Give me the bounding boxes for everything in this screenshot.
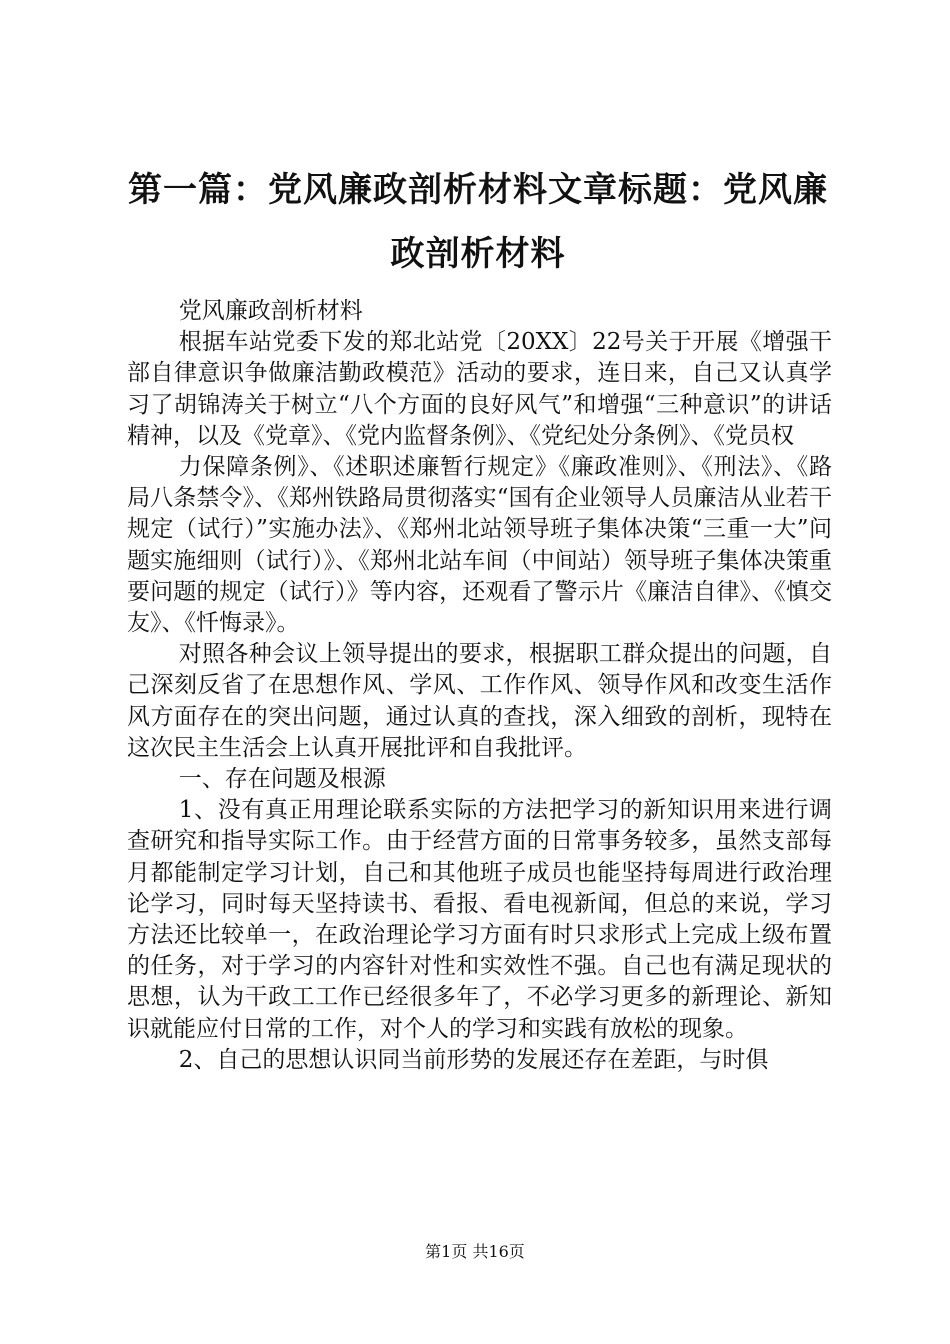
- paragraph-reflection: 对照各种会议上领导提出的要求，根据职工群众提出的问题，自己深刻反省了在思想作风、学风、工作作风、领导作风和改变生活作风方面存在的突出问题，通过认真的查找，深入细致的剖析，现特在这次民主生活会上认真开展批评和自我批评。: [127, 641, 832, 761]
- paragraph-item-2: 2、自己的思想认识同当前形势的发展还存在差距，与时俱: [178, 1046, 769, 1073]
- document-title: 第一篇：党风廉政剖析材料文章标题：党风廉政剖析材料: [128, 170, 828, 274]
- paragraph-item-1: 1、没有真正用理论联系实际的方法把学习的新知识用来进行调查研究和指导实际工作。由于经营方面的日常事务较多，虽然支部每月都能制定学习计划，自己和其他班子成员也能坚持每周进行政治理论学习，同时每天坚持读书、看报、看电视新闻，但总的来说，学习方法还比较单一，在政治理论学习方面有时只求形式上完成上级布置的任务，对于学习的内容针对性和实效性不强。自己也有满足现状的思想，认为干政工工作已经很多年了，不必学习更多的新理论、新知识就能应付日常的工作，对个人的学习和实践有放松的现象。: [127, 797, 832, 1042]
- paragraph-intro-continued: 力保障条例》、《述职述廉暂行规定》《廉政准则》、《刑法》、《路局八条禁令》、《郑州铁路局贯彻落实“国有企业领导人员廉洁从业若干规定（试行）”实施办法》、《郑州北站领导班子集体决策“三重一大”问题实施细则（试行）》、《郑州北站车间（中间站）领导班子集体决策重要问题的规定（试行）》等内容，还观看了警示片《廉洁自律》、《慎交友》、《忏悔录》。: [127, 454, 832, 637]
- paragraph-subtitle: 党风廉政剖析材料: [178, 298, 363, 324]
- section-heading: 一、存在问题及根源: [178, 766, 386, 793]
- paragraph-intro: 根据车站党委下发的郑北站党〔20XX〕22号关于开展《增强干部自律意识争做廉洁勤政模范》活动的要求，连日来，自己又认真学习了胡锦涛关于树立“八个方面的良好风气”和增强“三种意识”的讲话精神，以及《党章》、《党内监督条例》、《党纪处分条例》、《党员权: [127, 329, 832, 449]
- document-body: [127, 296, 832, 1076]
- page-number-footer: 第1页 共16页: [425, 1242, 525, 1261]
